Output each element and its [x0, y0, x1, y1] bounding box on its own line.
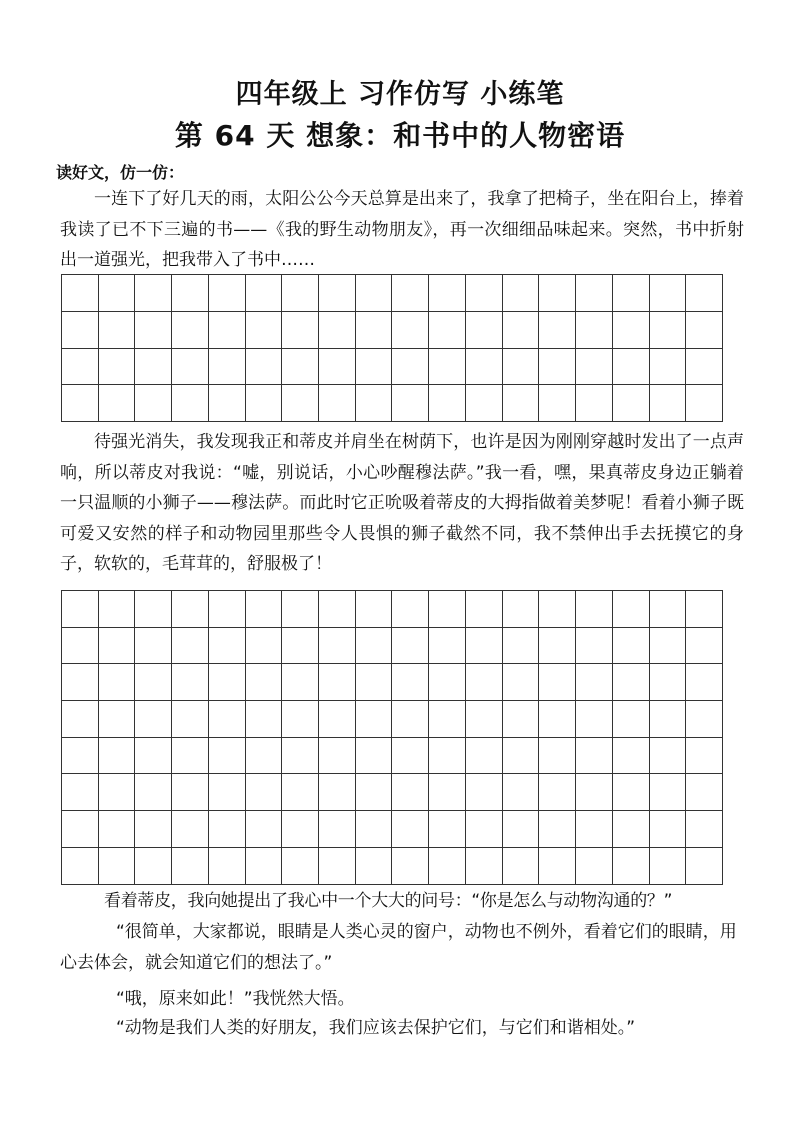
grid-cell[interactable] [613, 385, 650, 422]
grid-cell[interactable] [686, 312, 723, 349]
grid-cell[interactable] [62, 664, 99, 701]
grid-cell[interactable] [650, 275, 687, 312]
paragraph-6: “动物是我们人类的好朋友，我们应该去保护它们，与它们和谐相处。” [116, 1018, 636, 1038]
grid-cell[interactable] [246, 774, 283, 811]
grid-cell[interactable] [466, 774, 503, 811]
grid-cell[interactable] [503, 312, 540, 349]
grid-cell[interactable] [246, 811, 283, 848]
grid-cell[interactable] [650, 349, 687, 386]
grid-cell[interactable] [539, 848, 576, 885]
grid-cell[interactable] [686, 628, 723, 665]
grid-cell[interactable] [576, 848, 613, 885]
grid-cell[interactable] [319, 774, 356, 811]
grid-cell[interactable] [135, 628, 172, 665]
grid-cell[interactable] [135, 664, 172, 701]
grid-cell[interactable] [319, 848, 356, 885]
grid-cell[interactable] [356, 701, 393, 738]
grid-cell[interactable] [356, 275, 393, 312]
grid-cell[interactable] [356, 591, 393, 628]
grid-cell[interactable] [392, 628, 429, 665]
grid-cell[interactable] [429, 349, 466, 386]
grid-cell[interactable] [135, 701, 172, 738]
grid-cell[interactable] [62, 385, 99, 422]
grid-cell[interactable] [650, 385, 687, 422]
grid-cell[interactable] [99, 664, 136, 701]
grid-cell[interactable] [466, 591, 503, 628]
grid-cell[interactable] [282, 848, 319, 885]
grid-cell[interactable] [392, 349, 429, 386]
grid-cell[interactable] [209, 385, 246, 422]
grid-cell[interactable] [319, 312, 356, 349]
grid-cell[interactable] [503, 385, 540, 422]
grid-cell[interactable] [282, 349, 319, 386]
grid-cell[interactable] [356, 738, 393, 775]
grid-cell[interactable] [172, 385, 209, 422]
grid-cell[interactable] [135, 591, 172, 628]
grid-cell[interactable] [246, 701, 283, 738]
grid-cell[interactable] [172, 848, 209, 885]
grid-cell[interactable] [356, 349, 393, 386]
grid-cell[interactable] [686, 848, 723, 885]
grid-cell[interactable] [392, 774, 429, 811]
grid-cell[interactable] [429, 664, 466, 701]
grid-cell[interactable] [576, 275, 613, 312]
grid-cell[interactable] [466, 664, 503, 701]
grid-cell[interactable] [319, 591, 356, 628]
grid-cell[interactable] [686, 701, 723, 738]
paragraph-3: 看着蒂皮，我向她提出了我心中一个大大的问号：“你是怎么与动物沟通的？” [104, 891, 673, 911]
grid-cell[interactable] [539, 591, 576, 628]
grid-cell[interactable] [429, 701, 466, 738]
grid-cell[interactable] [356, 774, 393, 811]
grid-cell[interactable] [62, 848, 99, 885]
grid-cell[interactable] [429, 848, 466, 885]
grid-cell[interactable] [99, 385, 136, 422]
grid-cell[interactable] [539, 628, 576, 665]
grid-cell[interactable] [466, 275, 503, 312]
grid-cell[interactable] [62, 349, 99, 386]
grid-cell[interactable] [209, 701, 246, 738]
grid-cell[interactable] [650, 774, 687, 811]
grid-cell[interactable] [613, 275, 650, 312]
grid-cell[interactable] [135, 275, 172, 312]
grid-cell[interactable] [539, 701, 576, 738]
grid-cell[interactable] [539, 664, 576, 701]
grid-cell[interactable] [246, 385, 283, 422]
grid-cell[interactable] [650, 312, 687, 349]
grid-cell[interactable] [356, 312, 393, 349]
grid-cell[interactable] [539, 275, 576, 312]
grid-cell[interactable] [172, 349, 209, 386]
grid-cell[interactable] [466, 701, 503, 738]
grid-cell[interactable] [429, 385, 466, 422]
grid-cell[interactable] [539, 312, 576, 349]
grid-cell[interactable] [356, 628, 393, 665]
grid-cell[interactable] [282, 312, 319, 349]
grid-cell[interactable] [209, 312, 246, 349]
grid-cell[interactable] [429, 628, 466, 665]
grid-cell[interactable] [576, 664, 613, 701]
grid-cell[interactable] [429, 811, 466, 848]
grid-cell[interactable] [356, 811, 393, 848]
grid-cell[interactable] [356, 385, 393, 422]
grid-cell[interactable] [576, 701, 613, 738]
grid-cell[interactable] [319, 664, 356, 701]
grid-cell[interactable] [392, 811, 429, 848]
grid-cell[interactable] [319, 349, 356, 386]
grid-cell[interactable] [429, 312, 466, 349]
section-heading: 读好文，仿一仿： [56, 163, 185, 182]
grid-cell[interactable] [613, 664, 650, 701]
grid-cell[interactable] [576, 312, 613, 349]
grid-cell[interactable] [466, 738, 503, 775]
grid-cell[interactable] [246, 312, 283, 349]
grid-cell[interactable] [246, 628, 283, 665]
grid-cell[interactable] [246, 591, 283, 628]
grid-cell[interactable] [209, 811, 246, 848]
grid-cell[interactable] [282, 701, 319, 738]
grid-cell[interactable] [613, 848, 650, 885]
grid-cell[interactable] [282, 774, 319, 811]
grid-cell[interactable] [392, 848, 429, 885]
grid-cell[interactable] [576, 774, 613, 811]
grid-cell[interactable] [650, 664, 687, 701]
grid-cell[interactable] [686, 774, 723, 811]
grid-cell[interactable] [613, 774, 650, 811]
grid-cell[interactable] [466, 385, 503, 422]
grid-cell[interactable] [539, 385, 576, 422]
grid-cell[interactable] [62, 738, 99, 775]
grid-cell[interactable] [613, 349, 650, 386]
grid-cell[interactable] [503, 275, 540, 312]
grid-cell[interactable] [650, 738, 687, 775]
grid-cell[interactable] [613, 738, 650, 775]
grid-cell[interactable] [503, 811, 540, 848]
grid-cell[interactable] [576, 811, 613, 848]
grid-cell[interactable] [135, 738, 172, 775]
grid-cell[interactable] [356, 664, 393, 701]
page-title: 四年级上 习作仿写 小练笔 [235, 79, 565, 110]
grid-cell[interactable] [172, 774, 209, 811]
grid-cell[interactable] [613, 811, 650, 848]
grid-cell[interactable] [503, 591, 540, 628]
grid-cell[interactable] [246, 848, 283, 885]
grid-cell[interactable] [172, 591, 209, 628]
grid-cell[interactable] [539, 349, 576, 386]
grid-cell[interactable] [650, 848, 687, 885]
grid-cell[interactable] [99, 811, 136, 848]
grid-cell[interactable] [613, 591, 650, 628]
grid-cell[interactable] [246, 275, 283, 312]
grid-cell[interactable] [686, 591, 723, 628]
grid-cell[interactable] [503, 774, 540, 811]
grid-cell[interactable] [172, 701, 209, 738]
grid-cell[interactable] [209, 848, 246, 885]
grid-cell[interactable] [576, 628, 613, 665]
grid-cell[interactable] [282, 738, 319, 775]
grid-cell[interactable] [613, 701, 650, 738]
grid-cell[interactable] [466, 811, 503, 848]
writing-grid-1[interactable] [61, 274, 723, 422]
grid-cell[interactable] [392, 664, 429, 701]
grid-cell[interactable] [209, 664, 246, 701]
grid-cell[interactable] [539, 738, 576, 775]
grid-cell[interactable] [392, 275, 429, 312]
grid-cell[interactable] [576, 385, 613, 422]
grid-cell[interactable] [686, 664, 723, 701]
grid-cell[interactable] [99, 701, 136, 738]
grid-cell[interactable] [135, 774, 172, 811]
grid-cell[interactable] [62, 275, 99, 312]
grid-cell[interactable] [686, 811, 723, 848]
grid-cell[interactable] [576, 349, 613, 386]
grid-cell[interactable] [135, 349, 172, 386]
grid-cell[interactable] [392, 385, 429, 422]
grid-cell[interactable] [319, 628, 356, 665]
grid-cell[interactable] [99, 312, 136, 349]
writing-grid-2[interactable] [61, 590, 723, 885]
grid-cell[interactable] [503, 738, 540, 775]
grid-cell[interactable] [650, 811, 687, 848]
grid-cell[interactable] [576, 591, 613, 628]
grid-cell[interactable] [282, 664, 319, 701]
grid-cell[interactable] [172, 664, 209, 701]
grid-cell[interactable] [209, 738, 246, 775]
grid-cell[interactable] [62, 591, 99, 628]
grid-cell[interactable] [172, 738, 209, 775]
grid-cell[interactable] [135, 312, 172, 349]
grid-cell[interactable] [172, 275, 209, 312]
grid-cell[interactable] [99, 738, 136, 775]
grid-cell[interactable] [172, 811, 209, 848]
grid-cell[interactable] [282, 385, 319, 422]
lesson-title: 第 64 天 想象：和书中的人物密语 [174, 119, 626, 152]
paragraph-2: 待强光消失，我发现我正和蒂皮并肩坐在树荫下，也许是因为刚刚穿越时发出了一点声响，所以蒂皮对我说：“嘘，别说话，小心吵醒穆法萨。”我一看，嘿，果真蒂皮身边正躺着一只温顺的小狮子——穆法萨。而此时它正吮吸着蒂皮的大拇指做着美梦呢！看着小狮子既可爱又安然的样子和动物园里那些令人畏惧的狮子截然不同，我不禁伸出手去抚摸它的身子，软软的，毛茸茸的，舒服极了！ [60, 432, 744, 574]
grid-cell[interactable] [209, 275, 246, 312]
grid-cell[interactable] [246, 349, 283, 386]
grid-cell[interactable] [99, 848, 136, 885]
grid-cell[interactable] [466, 628, 503, 665]
grid-cell[interactable] [539, 774, 576, 811]
grid-cell[interactable] [282, 811, 319, 848]
grid-cell[interactable] [686, 349, 723, 386]
grid-cell[interactable] [392, 312, 429, 349]
grid-cell[interactable] [686, 275, 723, 312]
grid-cell[interactable] [282, 628, 319, 665]
grid-cell[interactable] [503, 701, 540, 738]
grid-cell[interactable] [319, 275, 356, 312]
grid-cell[interactable] [135, 385, 172, 422]
grid-cell[interactable] [99, 349, 136, 386]
paragraph-5: “哦，原来如此！”我恍然大悟。 [116, 989, 355, 1009]
grid-cell[interactable] [466, 848, 503, 885]
grid-cell[interactable] [686, 738, 723, 775]
grid-cell[interactable] [172, 312, 209, 349]
grid-cell[interactable] [466, 312, 503, 349]
grid-cell[interactable] [319, 701, 356, 738]
grid-cell[interactable] [503, 628, 540, 665]
grid-cell[interactable] [429, 738, 466, 775]
grid-cell[interactable] [503, 349, 540, 386]
grid-cell[interactable] [613, 312, 650, 349]
grid-cell[interactable] [686, 385, 723, 422]
grid-cell[interactable] [503, 848, 540, 885]
grid-cell[interactable] [172, 628, 209, 665]
grid-cell[interactable] [503, 664, 540, 701]
grid-cell[interactable] [392, 738, 429, 775]
grid-cell[interactable] [246, 664, 283, 701]
grid-cell[interactable] [392, 701, 429, 738]
grid-cell[interactable] [282, 591, 319, 628]
grid-cell[interactable] [62, 774, 99, 811]
grid-cell[interactable] [319, 738, 356, 775]
grid-cell[interactable] [62, 312, 99, 349]
grid-cell[interactable] [62, 628, 99, 665]
grid-cell[interactable] [539, 811, 576, 848]
grid-cell[interactable] [576, 738, 613, 775]
grid-cell[interactable] [282, 275, 319, 312]
grid-cell[interactable] [613, 628, 650, 665]
grid-cell[interactable] [62, 701, 99, 738]
grid-cell[interactable] [319, 385, 356, 422]
grid-cell[interactable] [99, 628, 136, 665]
grid-cell[interactable] [135, 811, 172, 848]
paragraph-1: 一连下了好几天的雨，太阳公公今天总算是出来了，我拿了把椅子，坐在阳台上，捧着我读了已不下三遍的书——《我的野生动物朋友》，再一次细细品味起来。突然，书中折射出一道强光，把我带入了书中…… [60, 189, 744, 270]
grid-cell[interactable] [429, 275, 466, 312]
grid-cell[interactable] [429, 591, 466, 628]
grid-cell[interactable] [99, 591, 136, 628]
paragraph-4: “很简单，大家都说，眼睛是人类心灵的窗户，动物也不例外，看着它们的眼睛，用心去体会，就会知道它们的想法了。” [60, 922, 737, 973]
grid-cell[interactable] [466, 349, 503, 386]
grid-cell[interactable] [429, 774, 466, 811]
grid-cell[interactable] [99, 275, 136, 312]
grid-cell[interactable] [650, 628, 687, 665]
grid-cell[interactable] [209, 349, 246, 386]
grid-cell[interactable] [650, 591, 687, 628]
grid-cell[interactable] [209, 774, 246, 811]
grid-cell[interactable] [135, 848, 172, 885]
grid-cell[interactable] [99, 774, 136, 811]
grid-cell[interactable] [246, 738, 283, 775]
grid-cell[interactable] [392, 591, 429, 628]
grid-cell[interactable] [319, 811, 356, 848]
grid-cell[interactable] [356, 848, 393, 885]
grid-cell[interactable] [209, 628, 246, 665]
grid-cell[interactable] [650, 701, 687, 738]
grid-cell[interactable] [209, 591, 246, 628]
grid-cell[interactable] [62, 811, 99, 848]
